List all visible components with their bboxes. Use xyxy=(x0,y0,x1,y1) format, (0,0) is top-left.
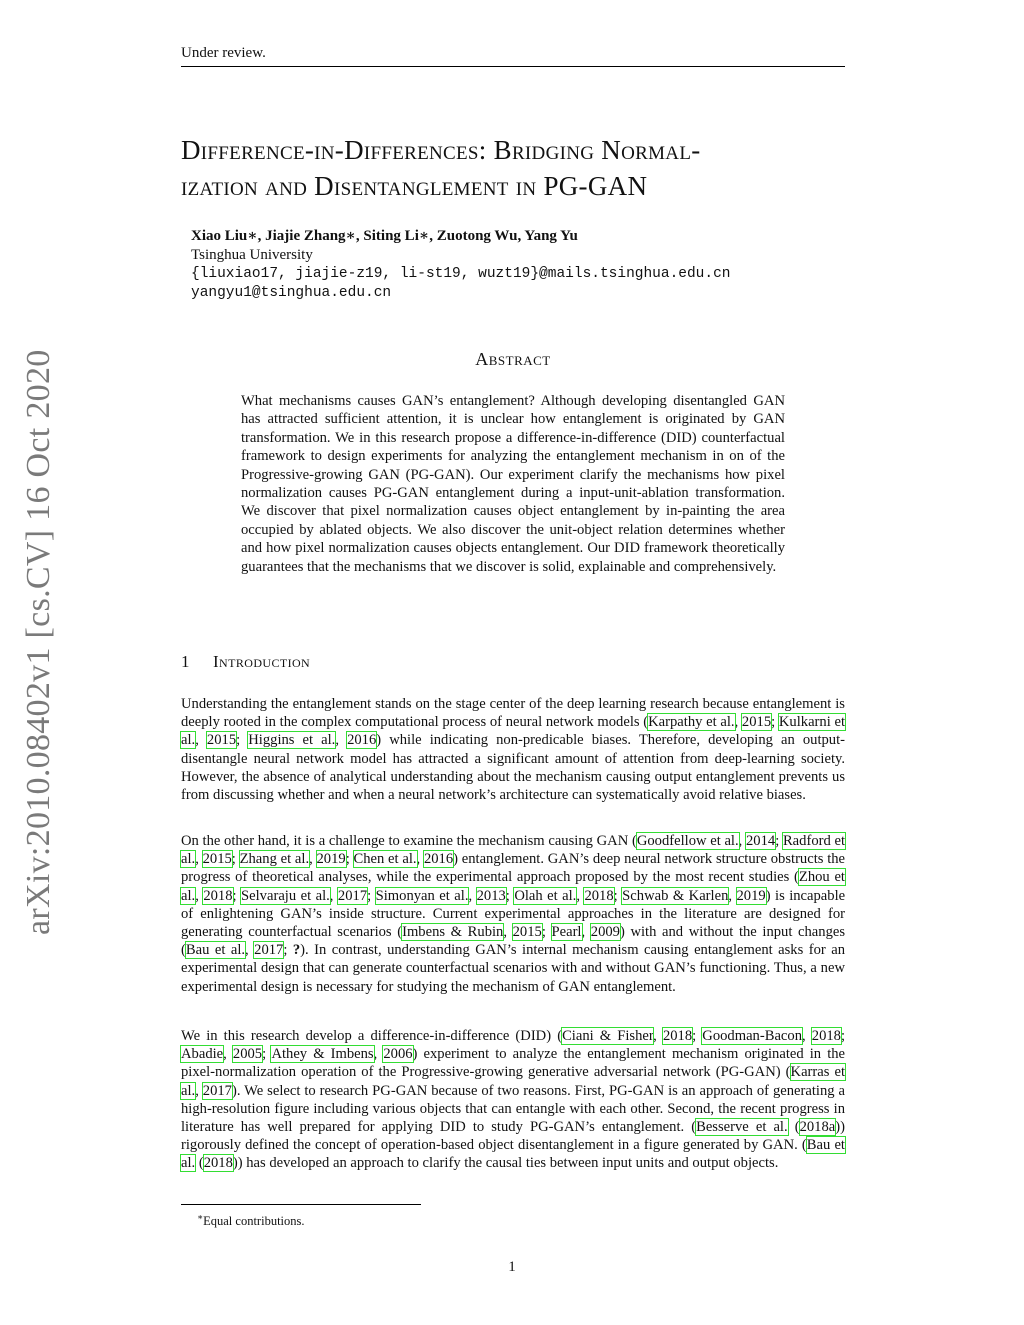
text-run: ) is incapable of enlightening GAN’s inside structure. Current experimental approaches in the literature are designed for generating counterfactual scenarios ( xyxy=(181,887,846,941)
footnote-text: Equal contributions. xyxy=(203,1214,305,1229)
citation-link[interactable]: 2018a xyxy=(799,1119,836,1136)
title-line-2: ization and Disentanglement in PG-GAN xyxy=(181,171,648,201)
text-run: , xyxy=(653,1028,663,1044)
citation-link[interactable]: Simonyan et al. xyxy=(375,887,469,904)
text-run: ( xyxy=(787,1119,800,1136)
text-run: ; xyxy=(771,714,779,731)
text-run: ; xyxy=(262,1046,272,1063)
text-run: , xyxy=(309,851,317,868)
citation-link[interactable]: 2018 xyxy=(203,1155,233,1172)
text-run: , xyxy=(416,851,424,868)
text-run: , xyxy=(373,1046,384,1063)
text-run: ; xyxy=(345,851,354,868)
citation-link[interactable]: 2019 xyxy=(736,887,766,904)
citation-link[interactable]: Abadie xyxy=(181,1046,224,1063)
text-run: , xyxy=(738,833,746,849)
citation-link[interactable]: 2018 xyxy=(662,1028,693,1044)
text-run: , xyxy=(728,887,737,904)
citation-link[interactable]: 2017 xyxy=(337,887,368,904)
text-run: Understanding the entanglement stands on the stage center of the deep learning research because entanglement is deeply rooted in the complex computational process of neural network models ( xyxy=(181,696,845,731)
citation-link[interactable]: Zhang et al. xyxy=(239,851,310,868)
page-number: 1 xyxy=(508,1259,516,1275)
abstract-heading: Abstract xyxy=(475,349,551,369)
text-run: ; xyxy=(541,924,552,941)
text-run: ). We select to research PG-GAN because of two reasons. First, PG-GAN is an approach of generating a high-resolution figure including various objects that can entangle with each other. Second, the recent progress in literature has well prepared for applying DID to study PG-GAN’s entanglement. ( xyxy=(181,1082,845,1136)
citation-link[interactable]: 2018 xyxy=(203,887,233,904)
citation-link[interactable]: 2015 xyxy=(741,714,772,731)
citation-link[interactable]: Bau et al. xyxy=(181,1137,845,1172)
citation-link[interactable]: 2016 xyxy=(347,732,377,749)
citation-link[interactable]: Selvaraju et al. xyxy=(241,887,330,904)
citation-link[interactable]: 2015 xyxy=(512,924,542,941)
citation-link[interactable]: 2013 xyxy=(476,887,506,904)
citation-link[interactable]: Schwab & Karlen xyxy=(622,887,729,904)
citation-link[interactable]: Imbens & Rubin xyxy=(402,924,504,941)
citation-link[interactable]: 2006 xyxy=(383,1046,413,1063)
text-run: , xyxy=(503,924,513,941)
text-run: ; xyxy=(613,887,623,904)
running-header: Under review. xyxy=(181,44,845,67)
citation-link[interactable]: Higgins et al. xyxy=(248,732,336,749)
text-run: ) experiment to analyze the entanglement mechanism originated in the pixel-normalization operation of the Progressive-growing generative adversarial network (PG-GAN) ( xyxy=(181,1046,846,1081)
citation-link[interactable]: 2014 xyxy=(746,833,776,849)
text-run: ) entanglement. GAN’s deep neural network structure obstructs the progress of theoretical analyses, while the experimental approach proposed by the most recent studies ( xyxy=(181,851,846,886)
text-run: )) rigorously defined the concept of operation-based object disentanglement in a figure generated by GAN. ( xyxy=(181,1119,845,1154)
citation-link[interactable]: Zhou et al. xyxy=(181,869,845,904)
citation-link[interactable]: Goodfellow et al. xyxy=(636,833,739,849)
title-line-1: Difference-in-Differences: Bridging Normal- xyxy=(181,135,701,165)
text-run: , xyxy=(468,887,477,904)
text-run: ) while indicating non-predicable biases. Therefore, developing an output-disentangle neural network model has attracted a significant amount of attention from deep-learning society. However, the absence of analytical understanding about the mechanism causing output entanglement prevents us from discussing whether and when a neural network’s architecture can systematically avoid relative biases. xyxy=(181,732,846,804)
text-run: , xyxy=(245,942,255,959)
email-line-1: {liuxiao17, jiajie-z19, li-st19, wuzt19}@mails.tsinghua.edu.cn xyxy=(191,266,731,282)
citation-link[interactable]: Athey & Imbens xyxy=(271,1046,374,1063)
text-run: ; xyxy=(367,887,376,904)
citation-link[interactable]: Goodman-Bacon xyxy=(702,1028,802,1044)
citation-link[interactable]: Radford et al. xyxy=(181,833,846,868)
citation-link[interactable]: 2017 xyxy=(202,1082,232,1099)
section-heading-introduction xyxy=(181,652,310,672)
text-run: ; xyxy=(840,1028,846,1044)
citation-link[interactable]: Bau et al. xyxy=(185,942,246,959)
citation-link[interactable]: Ciani & Fisher xyxy=(562,1028,654,1044)
text-run: On the other hand, it is a challenge to examine the mechanism causing GAN ( xyxy=(181,833,637,849)
text-run: ( xyxy=(195,1155,204,1172)
text-run: ; xyxy=(236,732,249,749)
text-run: We in this research develop a difference-in-difference (DID) ( xyxy=(181,1028,563,1044)
citation-link[interactable]: Besserve et al. xyxy=(696,1119,788,1136)
citation-link[interactable]: 2005 xyxy=(232,1046,263,1063)
text-run: ) with and without the input changes ( xyxy=(181,924,846,959)
intro-paragraph-3 xyxy=(181,1027,845,1173)
text-run: )) has developed an approach to clarify the causal ties between input units and output objects. xyxy=(232,1155,779,1172)
text-run: , xyxy=(195,851,203,868)
text-run: , xyxy=(223,1046,233,1063)
text-run: , xyxy=(335,732,348,749)
text-run: ). In contrast, understanding GAN’s internal mechanism causing entanglement asks for an experimental design that can generate counterfactual scenarios with and without GAN’s functioning. Thus, a new experimental design is necessary for studying the mechanism of GAN entanglement. xyxy=(181,942,846,995)
author-names: Xiao Liu∗, Jiajie Zhang∗, Siting Li∗, Zuotong Wu, Yang Yu xyxy=(191,228,578,244)
text-run: ; xyxy=(692,1028,703,1044)
citation-link[interactable]: Olah et al. xyxy=(514,887,577,904)
text-run: , xyxy=(802,1028,812,1044)
text-run: ; xyxy=(231,851,240,868)
footnote xyxy=(197,1209,305,1229)
footnote-mark: ∗ xyxy=(197,1212,204,1222)
text-run: , xyxy=(581,924,591,941)
text-run: , xyxy=(734,714,742,731)
citation-link[interactable]: Pearl xyxy=(551,924,582,941)
arxiv-identifier: arXiv:2010.08402v1 [cs.CV] 16 Oct 2020 xyxy=(20,349,57,935)
text-run: ; xyxy=(505,887,515,904)
text-run: , xyxy=(329,887,338,904)
section-title: Introduction xyxy=(213,652,311,671)
missing-citation-mark: ? xyxy=(292,942,301,959)
intro-paragraph-2 xyxy=(181,832,845,996)
citation-link[interactable]: 2009 xyxy=(590,924,620,941)
citation-link[interactable]: Chen et al. xyxy=(353,851,417,868)
citation-link[interactable]: 2015 xyxy=(206,732,237,749)
text-run: , xyxy=(195,887,204,904)
citation-link[interactable]: Karras et al. xyxy=(181,1064,846,1099)
text-run: ; xyxy=(283,942,293,959)
intro-paragraph-1 xyxy=(181,695,845,804)
citation-link[interactable]: 2017 xyxy=(254,942,284,959)
paper-title xyxy=(181,132,851,204)
text-run: ; xyxy=(775,833,783,849)
section-number: 1 xyxy=(181,652,190,671)
footnote-divider xyxy=(181,1204,421,1205)
email-line-2: yangyu1@tsinghua.edu.cn xyxy=(191,285,392,301)
author-block xyxy=(191,227,831,303)
abstract-body: What mechanisms causes GAN’s entanglement? Although developing disentangled GAN has attracted sufficient attention, it is unclear how entanglement is originated by GAN transformation. We in this research propose a difference-in-difference (DID) counterfactual framework to design experiments for analyzing the entanglement mechanism in on of the Progressive-growing GAN (PG-GAN). Our experiment clarify the mechanisms how pixel normalization causes PG-GAN entanglement during a input-unit-ablation transformation. We discover that pixel normalization causes object entanglement by in-painting the area occupied by ablated objects. We also discover the unit-object relation determines whether and how pixel normalization causes objects entanglement. Our DID framework theoretically guarantees that the mechanisms that we discover is solid, explainable and comprehensively. xyxy=(241,393,785,575)
affiliation: Tsinghua University xyxy=(191,247,313,263)
text-run: ; xyxy=(232,887,242,904)
citation-link[interactable]: Kulkarni et al. xyxy=(181,714,845,749)
citation-link[interactable]: 2018 xyxy=(811,1028,841,1044)
citation-link[interactable]: 2016 xyxy=(423,851,454,868)
citation-link[interactable]: Karpathy et al. xyxy=(648,714,735,731)
text-run: , xyxy=(576,887,585,904)
citation-link[interactable]: 2018 xyxy=(584,887,614,904)
citation-link[interactable]: 2019 xyxy=(316,851,346,868)
citation-link[interactable]: 2015 xyxy=(202,851,232,868)
text-run: , xyxy=(195,1082,203,1099)
text-run: , xyxy=(195,732,207,749)
